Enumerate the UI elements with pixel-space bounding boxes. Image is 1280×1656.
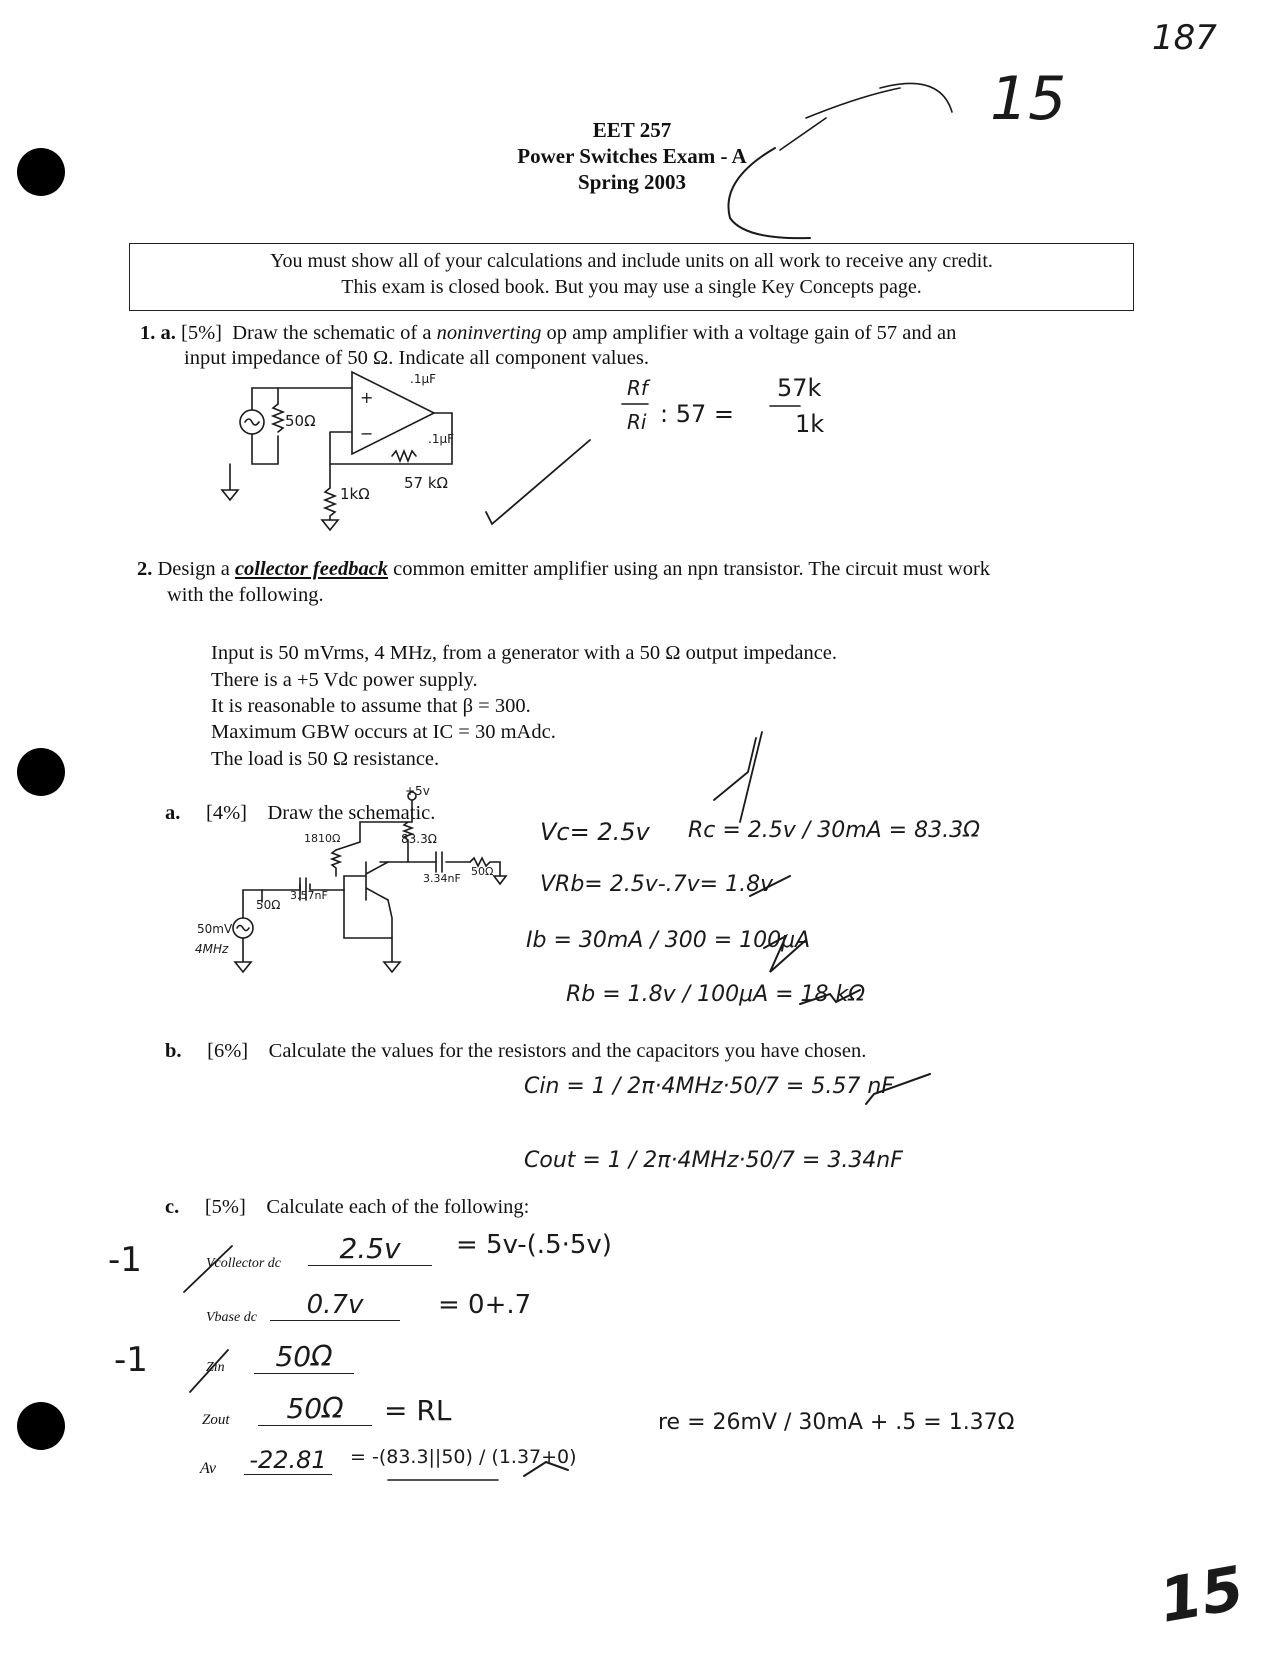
q2a-rc-symbol	[404, 822, 412, 862]
q2b-cin: Cin = 1 / 2π·4MHz·50/7 = 5.57 nF	[524, 1074, 894, 1099]
q2a-wire-cin	[262, 876, 366, 890]
q2a-vcc-node	[408, 792, 416, 800]
q1-label-minus: −	[360, 424, 374, 443]
q2a-ground-emitter	[384, 962, 400, 972]
q2c-work-4: = -(83.3||50) / (1.37+0)	[350, 1446, 577, 1468]
instruction-line-1: You must show all of your calculations and include units on all work to receive any credit.	[270, 250, 993, 272]
q2-text-a: Design a	[157, 558, 235, 580]
q2a-cout-plates	[436, 852, 442, 872]
q1-den: 1k	[795, 410, 825, 438]
q2a-source-wave	[237, 926, 249, 931]
exam-term: Spring 2003	[578, 170, 686, 194]
page-number: 187	[1152, 18, 1217, 58]
q2b-text: Calculate the values for the resistors and the capacitors you have chosen.	[268, 1040, 867, 1062]
q2a-check-1	[714, 732, 762, 822]
q2c-work-1: = 0+.7	[438, 1290, 532, 1320]
exam-title: Power Switches Exam - A	[517, 144, 747, 168]
q2-number: 2.	[137, 558, 153, 580]
q2a-rl-symbol	[470, 858, 500, 876]
q2-text-bold: collector feedback	[234, 558, 389, 580]
q2a-cout: 3.34nF	[423, 872, 461, 885]
q2a-vcc: +5v	[405, 784, 430, 798]
q2a-src2: 4MHz	[195, 942, 229, 956]
q2a-emitter-wire	[388, 900, 392, 938]
q2b-label: b.	[165, 1040, 182, 1062]
q1-text-a: Draw the schematic of a	[232, 322, 437, 344]
q1-text-b: op amp amplifier with a voltage gain of 57 and an	[541, 322, 957, 344]
q1-resistor-fb	[392, 451, 416, 461]
q2a-check-2	[750, 876, 790, 896]
instruction-line-2: This exam is closed book. But you may use a single Key Concepts page.	[341, 276, 922, 298]
q2a-check-3	[764, 936, 806, 972]
q2a-rc: 83.3Ω	[401, 832, 437, 846]
q2c-name-1: Vbase dc	[206, 1310, 257, 1325]
q2c-name-4: Av	[200, 1460, 216, 1477]
q2c-name-3: Zout	[202, 1412, 230, 1428]
q1-label-rgnd: 1kΩ	[340, 485, 370, 503]
q2c-work-3: = RL	[384, 1394, 452, 1427]
q1-label-rin: 50Ω	[285, 412, 316, 430]
q2a-ground-src	[235, 938, 251, 972]
q2c-weight: [5%]	[204, 1196, 246, 1218]
q2a-wire-a	[243, 890, 262, 918]
q1-number: 1.	[140, 322, 156, 344]
q2c-text: Calculate each of the following:	[266, 1196, 530, 1218]
q2c-name-0: Vcollector dc	[206, 1256, 282, 1271]
q1-fraction-bars	[622, 404, 800, 406]
q2-spec-2: It is reasonable to assume that β = 300.	[211, 695, 531, 717]
q2a-work-0: Vc= 2.5v	[540, 818, 650, 846]
q1-label-cap-top: .1μF	[410, 372, 436, 386]
q2c-value-2: 50Ω	[254, 1340, 354, 1374]
q1-check-mark	[486, 440, 590, 524]
q2c-strike-0	[184, 1246, 232, 1292]
q2a-work-1: Rc = 2.5v / 30mA = 83.3Ω	[688, 818, 980, 843]
q2a-cin-plates	[300, 878, 306, 900]
q2a-weight: [4%]	[206, 802, 247, 824]
q1-label-rfb: 57 kΩ	[404, 474, 449, 492]
q2a-rb: 1810Ω	[304, 832, 341, 845]
q2a-work-3: Ib = 30mA / 300 = 100μA	[526, 928, 811, 953]
q1-prompt-line2: input impedance of 50 Ω. Indicate all component values.	[184, 347, 649, 369]
q2a-text: Draw the schematic.	[267, 802, 436, 824]
q2b-cout: Cout = 1 / 2π·4MHz·50/7 = 3.34nF	[524, 1148, 903, 1173]
q2-spec-1: There is a +5 Vdc power supply.	[211, 669, 478, 691]
q2a-transistor	[366, 862, 388, 900]
q1-num: 57k	[777, 374, 822, 402]
q2a-wire-top	[336, 800, 412, 850]
q2c-work-0: = 5v-(.5·5v)	[456, 1230, 612, 1260]
q1-wire-b	[252, 434, 278, 464]
q2-spec-0: Input is 50 mVrms, 4 MHz, from a generator with a 50 Ω output impedance.	[211, 642, 838, 664]
q1-eq: : 57 =	[660, 400, 734, 428]
q1-ri: Ri	[627, 410, 647, 434]
q2a-src1: 50mV	[197, 922, 233, 936]
q2-spec-4: The load is 50 Ω resistance.	[211, 748, 440, 770]
q2c-label: c.	[165, 1196, 180, 1218]
q1-ground-1	[222, 464, 238, 500]
q2c-mark-0: -1	[108, 1240, 142, 1280]
q2c-value-4: -22.81	[244, 1446, 332, 1475]
q2-spec-3: Maximum GBW occurs at IC = 30 mAdc.	[211, 721, 556, 743]
q2-prompt-line2: with the following.	[167, 584, 324, 606]
q1-ground-2	[322, 520, 338, 530]
score-mark: 15	[990, 64, 1067, 134]
q2a-work-2: VRb= 2.5v-.7v= 1.8v	[540, 872, 774, 897]
q2c-strike-2	[190, 1350, 228, 1392]
q2a-base-wire	[344, 890, 392, 962]
q2c-mark-2: -1	[114, 1340, 148, 1380]
q2c-check-av	[524, 1462, 568, 1476]
q2b-check	[866, 1074, 930, 1104]
q2a-rb-symbol	[332, 850, 340, 876]
q1-resistor-gnd	[325, 488, 335, 520]
q2a-ground-load	[494, 876, 506, 884]
q2a-rs: 50Ω	[256, 898, 281, 912]
q2c-re: re = 26mV / 30mA + .5 = 1.37Ω	[658, 1410, 1015, 1435]
course-title: EET 257	[592, 118, 672, 142]
q2c-name-2: Zin	[206, 1360, 225, 1375]
q2c-value-1: 0.7v	[270, 1290, 400, 1321]
q2-text-b: common emitter amplifier using an npn transistor. The circuit must work	[388, 558, 991, 580]
q1-resistor-in	[273, 404, 283, 432]
footer-score: 15	[1154, 1553, 1249, 1637]
grade-stroke-1	[806, 88, 900, 118]
q1-label-plus: +	[360, 388, 374, 407]
q2c-value-3: 50Ω	[258, 1392, 372, 1426]
q1-feedback-wire	[330, 413, 452, 464]
grade-stroke-2	[880, 83, 952, 112]
q1-part: a.	[160, 322, 176, 344]
q2a-work-4: Rb = 1.8v / 100μA = 18 kΩ	[566, 982, 866, 1007]
q1-source-wave	[245, 419, 259, 425]
q2b-weight: [6%]	[207, 1040, 249, 1062]
q1-text-italic: noninverting	[436, 322, 542, 344]
grade-stroke-3	[780, 118, 826, 150]
grade-curve	[728, 148, 810, 238]
q2a-check-4	[800, 990, 860, 1004]
q2a-cin: 3.57nF	[290, 889, 328, 902]
q2a-label: a.	[165, 802, 181, 824]
q1-weight: [5%]	[181, 322, 222, 344]
q1-label-cap-bot: .1μF	[428, 432, 454, 446]
q2c-value-0: 2.5v	[308, 1232, 432, 1266]
q1-opamp	[352, 372, 434, 454]
q1-rf: Rf	[627, 376, 648, 400]
q2a-rl: 50Ω	[471, 865, 494, 878]
